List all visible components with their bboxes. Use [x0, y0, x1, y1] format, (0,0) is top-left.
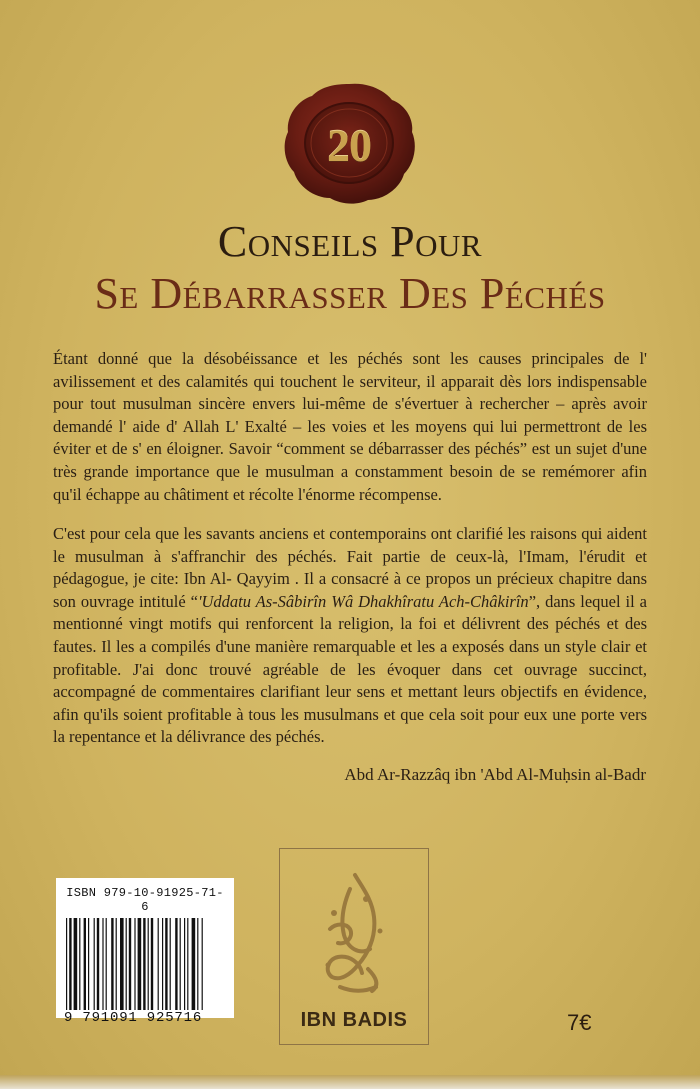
paragraph-2-text-before: C'est pour cela que les savants anciens et contemporains ont clarifié les raisons qui aident le musulman à s'affranchir des péchés. Fait partie de ceux-là, l'Imam, l'érudit et pédagogue, je cite: Ibn Al- Qayyim . Il a consacré à ce propos un précieux chapitre dans son ouvrage intitulé “: [53, 524, 647, 611]
publisher-logo-box: [279, 848, 429, 1045]
wax-seal: [280, 80, 418, 206]
barcode-digits: 9 791091 925716: [64, 1010, 203, 1026]
seal-number: 20: [327, 119, 371, 171]
book-title-line-1: Conseils Pour: [217, 217, 483, 266]
publisher-name: IBN BADIS: [300, 1009, 408, 1031]
description-paragraph-2: [53, 523, 647, 749]
isbn-label: ISBN 979-10-91925-71-6: [66, 886, 224, 914]
isbn-barcode: [56, 878, 234, 1026]
paragraph-2-text-after: ”, dans lequel il a mentionné vingt motifs qui renforcent la religion, la foi et délivrent des péchés et des fautes. Il les a compilés d'une manière remarquable et les a exposés dans un style clair et profitable. J'ai donc trouvé agréable de les évoquer dans cet ouvrage succinct, accompagné de commentaires clarifiant leur sens et mettant leurs objectifs en évidence, afin qu'ils soient profitable à tous les musulmans et que cela soit pour eux une porte vers la repentance et la délivrance des péchés.: [53, 591, 647, 747]
barcode-icon: [64, 918, 226, 1010]
book-title-line-2: Se Débarrasser Des Péchés: [94, 269, 606, 318]
author-name: Abd Ar-Razzâq ibn 'Abd Al-Muḥsin al-Badr: [344, 765, 646, 784]
cited-book-title: 'Uddatu As-Sâbirîn Wâ Dhakhîratu Ach-Châkirîn: [197, 591, 529, 611]
price: 7€: [567, 1010, 592, 1035]
arabic-calligraphy-logo-icon: [310, 869, 400, 999]
description-paragraph-1: Étant donné que la désobéissance et les péchés sont les causes principales de l' avilissement et des calamités qui touchent le serviteur, il apparait dès lors indispensable pour tout musulman sincère envers lui-même de s'évertuer à rechercher – après avoir demandé l' aide d' Allah L' Exalté – les voies et les moyens qui lui permettront de les éviter et de s' en éloigner. Savoir “comment se débarrasser des péchés” est un sujet d'une très grande importance que le musulman a constamment besoin de se remémorer afin qu'il échappe au châtiment et récolte l'énorme récompense.: [53, 349, 647, 504]
